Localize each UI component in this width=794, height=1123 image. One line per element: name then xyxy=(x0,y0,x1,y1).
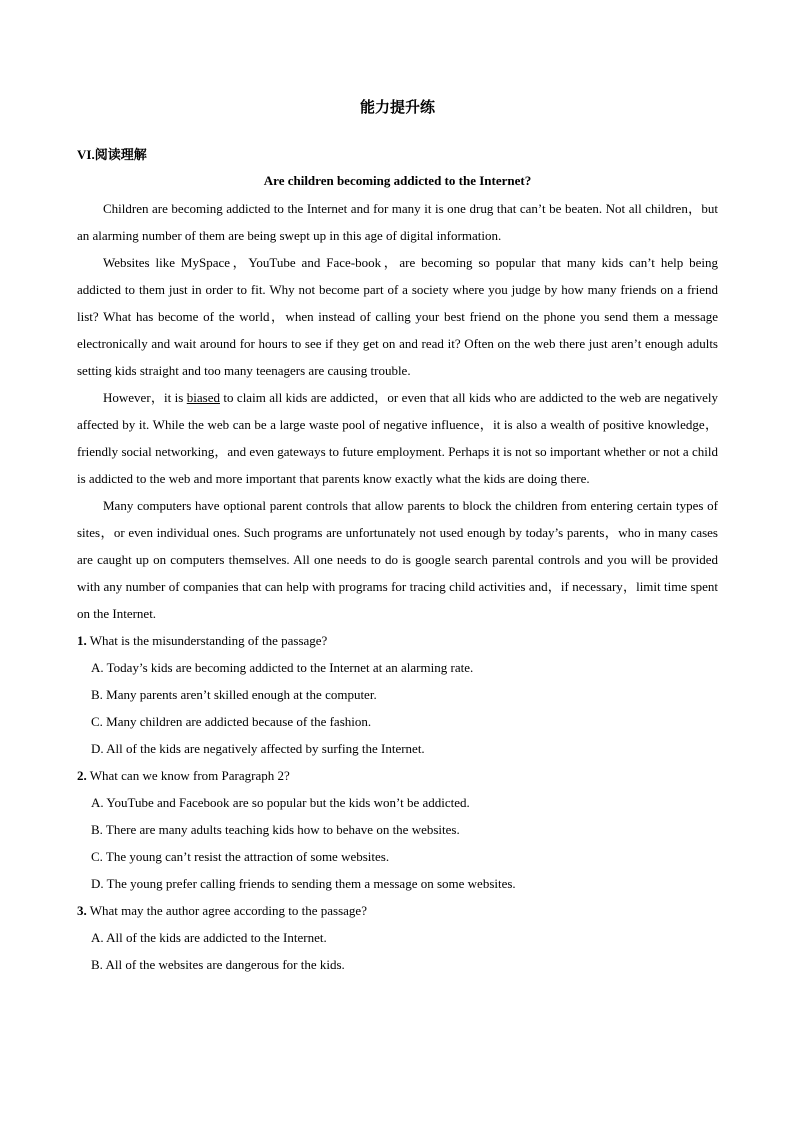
question-number: 3. xyxy=(77,903,87,918)
option-c: C. The young can’t resist the attraction of some websites. xyxy=(91,849,390,864)
passage-title: Are children becoming addicted to the Internet? xyxy=(263,173,532,188)
question-stem xyxy=(77,897,718,924)
section-heading: VI.阅读理解 xyxy=(77,147,147,162)
question-stem xyxy=(77,762,718,789)
question-3 xyxy=(77,897,718,978)
option-b: B. Many parents aren’t skilled enough at the computer. xyxy=(91,687,377,702)
question-stem xyxy=(77,627,718,654)
passage-paragraph-1: Children are becoming addicted to the Internet and for many it is one drug that can’t be beaten. Not all children，but an alarming number of them are being swept up in this age of digital information. xyxy=(77,201,718,243)
option-b: B. All of the websites are dangerous for the kids. xyxy=(91,957,345,972)
option-d: D. The young prefer calling friends to sending them a message on some websites. xyxy=(91,876,516,891)
passage-paragraph-2: Websites like MySpace，YouTube and Face-book，are becoming so popular that many kids can’t help being addicted to them just in order to fit. Why not become part of a society where you judge by how many friends on a friend list? What has become of the world，when instead of calling your best friend on the phone you send them a message electronically and wait around for hours to see if they get on and read it? Often on the web there just aren’t enough adults setting kids straight and too many teenagers are causing trouble. xyxy=(77,255,718,378)
option-c: C. Many children are addicted because of the fashion. xyxy=(91,714,372,729)
option-b: B. There are many adults teaching kids how to behave on the websites. xyxy=(91,822,460,837)
paragraph-3-text-after: to claim all kids are addicted，or even that all kids who are addicted to the web are negatively affected by it. While the web can be a large waste pool of negative influence，it is also a wealth of positive knowledge，friendly social networking，and even gateways to future employment. Perhaps it is not so important whether or not a child is addicted to the web and more important that parents know exactly what the kids are doing there. xyxy=(77,390,718,486)
option-a: A. All of the kids are addicted to the Internet. xyxy=(91,930,327,945)
question-2 xyxy=(77,762,718,897)
option-a: A. YouTube and Facebook are so popular but the kids won’t be addicted. xyxy=(91,795,470,810)
underlined-word: biased xyxy=(186,390,220,405)
option-d: D. All of the kids are negatively affected by surfing the Internet. xyxy=(91,741,425,756)
paragraph-3-text-before: However，it is xyxy=(103,390,187,405)
question-1 xyxy=(77,627,718,762)
question-number: 1. xyxy=(77,633,87,648)
question-text: What is the misunderstanding of the passage? xyxy=(86,633,328,648)
passage-paragraph-3 xyxy=(77,384,718,492)
document-content xyxy=(77,96,718,978)
question-number: 2. xyxy=(77,768,87,783)
page-title: 能力提升练 xyxy=(359,100,435,116)
question-text: What may the author agree according to the passage? xyxy=(86,903,367,918)
passage-paragraph-4: Many computers have optional parent controls that allow parents to block the children from entering certain types of sites，or even individual ones. Such programs are unfortunately not used enough by today’s parents，who in many cases are caught up on computers themselves. All one needs to do is google search parental controls and you will be provided with any number of companies that can help with programs for tracing child activities and，if necessary，limit time spent on the Internet. xyxy=(77,498,718,621)
question-text: What can we know from Paragraph 2? xyxy=(86,768,290,783)
option-a: A. Today’s kids are becoming addicted to the Internet at an alarming rate. xyxy=(91,660,474,675)
